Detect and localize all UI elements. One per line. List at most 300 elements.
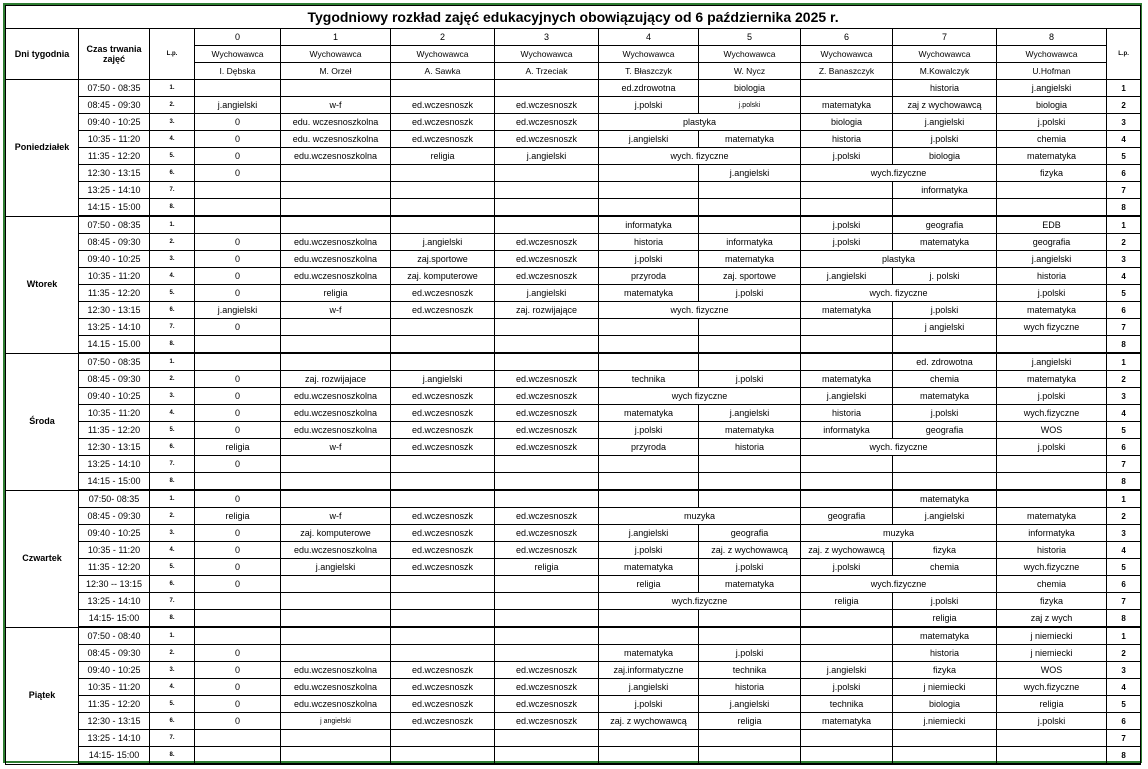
lesson-time: 08:45 - 09:30	[79, 97, 150, 114]
lesson-cell: informatyka	[893, 182, 997, 199]
lesson-time: 13:25 - 14:10	[79, 456, 150, 473]
lesson-cell: fizyka	[997, 165, 1107, 182]
lesson-cell: 0	[195, 576, 281, 593]
lesson-cell: ed.wczesnoszk	[495, 97, 599, 114]
table-row	[6, 114, 1141, 131]
lesson-cell: j.angielski	[599, 131, 699, 148]
lesson-cell: j.polski	[699, 559, 801, 576]
lesson-time: 12:30 - 13:15	[79, 302, 150, 319]
lesson-cell	[391, 80, 495, 97]
lesson-cell: religia	[195, 439, 281, 456]
lesson-number-right: 7	[1107, 456, 1141, 473]
lesson-number-right: 5	[1107, 285, 1141, 302]
lesson-cell	[699, 747, 801, 765]
lesson-cell	[699, 730, 801, 747]
lesson-cell: informatyka	[801, 422, 893, 439]
lesson-cell: historia	[699, 439, 801, 456]
lesson-time: 08:45 - 09:30	[79, 234, 150, 251]
lesson-number: 8.	[150, 336, 195, 354]
table-row	[6, 576, 1141, 593]
lesson-cell: matematyka	[801, 713, 893, 730]
lesson-number: 6.	[150, 713, 195, 730]
lesson-number: 4.	[150, 679, 195, 696]
table-row	[6, 319, 1141, 336]
lesson-cell	[495, 645, 599, 662]
lesson-cell: historia	[893, 645, 997, 662]
table-row	[6, 610, 1141, 628]
class-number-0: 0	[195, 29, 281, 46]
table-row	[6, 542, 1141, 559]
table-row	[6, 353, 1141, 371]
lesson-time: 10:35 - 11:20	[79, 679, 150, 696]
lesson-cell	[599, 182, 699, 199]
lesson-cell: historia	[599, 234, 699, 251]
lesson-cell	[495, 336, 599, 354]
lesson-cell: j.polski	[997, 285, 1107, 302]
lesson-cell: informatyka	[699, 234, 801, 251]
lesson-cell	[195, 627, 281, 645]
lesson-cell: 0	[195, 405, 281, 422]
lesson-cell	[893, 730, 997, 747]
lesson-cell: matematyka	[997, 302, 1107, 319]
table-row	[6, 627, 1141, 645]
lesson-cell: wych fizyczne	[599, 388, 801, 405]
lesson-cell: technika	[699, 662, 801, 679]
lesson-time: 14:15 - 15:00	[79, 473, 150, 491]
lp-header: L.p.	[150, 29, 195, 80]
lesson-number: 8.	[150, 747, 195, 765]
lesson-cell	[495, 353, 599, 371]
lesson-number-right: 1	[1107, 627, 1141, 645]
lesson-cell	[495, 80, 599, 97]
lesson-cell	[801, 645, 893, 662]
lesson-cell: 0	[195, 422, 281, 439]
lesson-cell	[801, 473, 893, 491]
lesson-cell: ed.wczesnoszk	[495, 268, 599, 285]
table-row	[6, 371, 1141, 388]
table-row	[6, 165, 1141, 182]
lesson-number: 1.	[150, 490, 195, 508]
lesson-cell: w-f	[281, 302, 391, 319]
lesson-time: 07:50 - 08:40	[79, 627, 150, 645]
lesson-cell: zaj. rozwijajace	[281, 371, 391, 388]
lesson-cell: matematyka	[599, 405, 699, 422]
table-row	[6, 405, 1141, 422]
lesson-cell: wych.fizyczne	[801, 165, 997, 182]
lesson-number-right: 4	[1107, 131, 1141, 148]
lesson-time: 12:30 - 13:15	[79, 165, 150, 182]
lesson-cell	[281, 645, 391, 662]
lesson-time: 11:35 - 12:20	[79, 148, 150, 165]
lesson-number: 6.	[150, 576, 195, 593]
lesson-number-right: 5	[1107, 148, 1141, 165]
lesson-cell: 0	[195, 679, 281, 696]
lesson-cell: j. polski	[893, 268, 997, 285]
lesson-cell	[495, 610, 599, 628]
lesson-cell: muzyka	[801, 525, 997, 542]
lesson-number: 3.	[150, 251, 195, 268]
lesson-cell: fizyka	[893, 542, 997, 559]
table-row	[6, 679, 1141, 696]
lesson-number-right: 3	[1107, 251, 1141, 268]
lesson-cell: j.polski	[893, 405, 997, 422]
lesson-cell	[997, 182, 1107, 199]
lesson-cell: matematyka	[599, 645, 699, 662]
table-row	[6, 131, 1141, 148]
class-teacher-0: I. Dębska	[195, 63, 281, 80]
lesson-cell: j.angielski	[893, 508, 997, 525]
lesson-cell	[281, 490, 391, 508]
class-role-1: Wychowawca	[281, 46, 391, 63]
lesson-cell	[801, 490, 893, 508]
page-title: Tygodniowy rozkład zajęć edukacyjnych obowiązujący od 6 października 2025 r.	[6, 6, 1141, 29]
table-row	[6, 713, 1141, 730]
lesson-cell: historia	[801, 405, 893, 422]
lesson-cell: ed.wczesnoszk	[495, 422, 599, 439]
lesson-cell: edu.wczesnoszkolna	[281, 696, 391, 713]
lesson-cell: j.polski	[997, 114, 1107, 131]
table-row	[6, 388, 1141, 405]
lesson-cell	[195, 80, 281, 97]
lesson-cell: ed.wczesnoszk	[391, 662, 495, 679]
class-number-1: 1	[281, 29, 391, 46]
lesson-cell	[599, 627, 699, 645]
lesson-cell: historia	[997, 268, 1107, 285]
lesson-cell	[281, 576, 391, 593]
lesson-cell: 0	[195, 371, 281, 388]
lesson-cell: ed.wczesnoszk	[391, 542, 495, 559]
lesson-cell	[495, 216, 599, 234]
lesson-number-right: 8	[1107, 336, 1141, 354]
lesson-cell: fizyka	[893, 662, 997, 679]
table-row	[6, 645, 1141, 662]
lp-header-right: L.p.	[1107, 29, 1141, 80]
lesson-time: 12:30 - 13:15	[79, 439, 150, 456]
lesson-cell: j.angielski	[195, 97, 281, 114]
lesson-number-right: 1	[1107, 353, 1141, 371]
lesson-cell: 0	[195, 251, 281, 268]
lesson-cell	[699, 456, 801, 473]
lesson-cell: edu. wczesnoszkolna	[281, 131, 391, 148]
lesson-cell: biologia	[893, 148, 997, 165]
lesson-number: 1.	[150, 80, 195, 97]
lesson-cell	[801, 182, 893, 199]
lesson-cell: historia	[893, 80, 997, 97]
lesson-cell	[599, 336, 699, 354]
lesson-number: 7.	[150, 319, 195, 336]
lesson-cell	[599, 353, 699, 371]
lesson-cell	[801, 199, 893, 217]
lesson-cell: chemia	[893, 559, 997, 576]
lesson-cell: ed.wczesnoszk	[495, 131, 599, 148]
lesson-cell	[699, 610, 801, 628]
days-header: Dni tygodnia	[6, 29, 79, 80]
lesson-cell	[599, 730, 699, 747]
lesson-number-right: 8	[1107, 610, 1141, 628]
lesson-cell: ed.wczesnoszk	[495, 114, 599, 131]
lesson-cell: wych. fizyczne	[801, 439, 997, 456]
lesson-cell: ed.wczesnoszk	[495, 679, 599, 696]
lesson-cell: technika	[801, 696, 893, 713]
lesson-cell	[391, 473, 495, 491]
lesson-cell	[281, 610, 391, 628]
lesson-cell	[281, 80, 391, 97]
class-number-8: 8	[997, 29, 1107, 46]
lesson-number-right: 5	[1107, 696, 1141, 713]
table-row	[6, 336, 1141, 354]
lesson-cell: j.polski	[699, 97, 801, 114]
lesson-time: 13:25 - 14:10	[79, 593, 150, 610]
lesson-cell: 0	[195, 319, 281, 336]
lesson-cell	[391, 747, 495, 765]
lesson-cell	[195, 747, 281, 765]
lesson-cell: matematyka	[997, 508, 1107, 525]
day-name: Wtorek	[6, 216, 79, 353]
lesson-cell	[801, 353, 893, 371]
lesson-cell	[281, 216, 391, 234]
lesson-cell	[281, 319, 391, 336]
lesson-cell: j.angielski	[599, 679, 699, 696]
lesson-cell	[391, 490, 495, 508]
table-row	[6, 508, 1141, 525]
lesson-number: 2.	[150, 371, 195, 388]
lesson-cell	[699, 216, 801, 234]
lesson-time: 07:50 - 08:35	[79, 353, 150, 371]
lesson-cell: ed.wczesnoszk	[495, 525, 599, 542]
lesson-cell: ed.wczesnoszk	[495, 234, 599, 251]
lesson-time: 10:35 - 11:20	[79, 131, 150, 148]
lesson-number: 8.	[150, 473, 195, 491]
lesson-number: 6.	[150, 302, 195, 319]
lesson-cell	[281, 730, 391, 747]
lesson-cell: ed.wczesnoszk	[391, 302, 495, 319]
lesson-cell: j niemiecki	[893, 679, 997, 696]
lesson-cell: WOS	[997, 662, 1107, 679]
table-row	[6, 456, 1141, 473]
lesson-cell	[281, 593, 391, 610]
lesson-cell	[391, 627, 495, 645]
lesson-cell	[391, 165, 495, 182]
table-row	[6, 559, 1141, 576]
lesson-cell: matematyka	[599, 285, 699, 302]
table-row	[6, 268, 1141, 285]
lesson-cell: informatyka	[599, 216, 699, 234]
table-row	[6, 199, 1141, 217]
lesson-cell	[599, 199, 699, 217]
lesson-cell: zaj. komputerowe	[391, 268, 495, 285]
lesson-number-right: 5	[1107, 422, 1141, 439]
lesson-number-right: 2	[1107, 97, 1141, 114]
lesson-number-right: 7	[1107, 182, 1141, 199]
lesson-cell: 0	[195, 148, 281, 165]
lesson-cell: ed.wczesnoszk	[391, 525, 495, 542]
lesson-cell: 0	[195, 662, 281, 679]
lesson-cell: matematyka	[699, 576, 801, 593]
lesson-cell: geografia	[997, 234, 1107, 251]
lesson-cell: edu.wczesnoszkolna	[281, 422, 391, 439]
lesson-cell	[495, 456, 599, 473]
lesson-cell: j niemiecki	[997, 627, 1107, 645]
lesson-time: 13:25 - 14:10	[79, 319, 150, 336]
lesson-number: 5.	[150, 285, 195, 302]
lesson-time: 14:15- 15:00	[79, 610, 150, 628]
lesson-cell: zaj. z wychowawcą	[599, 713, 699, 730]
lesson-number: 4.	[150, 405, 195, 422]
lesson-cell	[281, 165, 391, 182]
lesson-cell	[281, 336, 391, 354]
lesson-cell	[599, 490, 699, 508]
lesson-time: 10:35 - 11:20	[79, 542, 150, 559]
lesson-cell: j.polski	[801, 679, 893, 696]
lesson-cell: matematyka	[801, 97, 893, 114]
lesson-cell	[391, 216, 495, 234]
lesson-number: 6.	[150, 439, 195, 456]
lesson-cell: w-f	[281, 97, 391, 114]
lesson-time: 12:30 -- 13:15	[79, 576, 150, 593]
table-row	[6, 662, 1141, 679]
lesson-time: 10:35 - 11:20	[79, 268, 150, 285]
lesson-cell	[801, 747, 893, 765]
lesson-number-right: 1	[1107, 80, 1141, 97]
lesson-cell: j.niemiecki	[893, 713, 997, 730]
lesson-cell: wych.fizyczne	[997, 679, 1107, 696]
lesson-cell: matematyka	[893, 627, 997, 645]
lesson-cell: wych. fizyczne	[801, 285, 997, 302]
lesson-cell: j angielski	[281, 713, 391, 730]
lesson-cell: w-f	[281, 508, 391, 525]
lesson-cell	[281, 353, 391, 371]
lesson-cell	[893, 473, 997, 491]
lesson-number: 1.	[150, 216, 195, 234]
lesson-time: 13:25 - 14:10	[79, 730, 150, 747]
lesson-cell	[599, 319, 699, 336]
lesson-cell	[495, 490, 599, 508]
lesson-cell: w-f	[281, 439, 391, 456]
timetable	[5, 5, 1141, 765]
lesson-cell: j.angielski	[997, 353, 1107, 371]
lesson-number: 7.	[150, 456, 195, 473]
lesson-cell	[801, 336, 893, 354]
lesson-number-right: 1	[1107, 216, 1141, 234]
lesson-cell: j.angielski	[495, 285, 599, 302]
lesson-number: 6.	[150, 165, 195, 182]
lesson-cell: edu. wczesnoszkolna	[281, 114, 391, 131]
lesson-cell: ed.zdrowotna	[599, 80, 699, 97]
table-row	[6, 182, 1141, 199]
lesson-cell: zaj. komputerowe	[281, 525, 391, 542]
lesson-cell: j.polski	[997, 388, 1107, 405]
lesson-time: 14:15- 15:00	[79, 747, 150, 765]
class-teacher-4: T. Błaszczyk	[599, 63, 699, 80]
lesson-cell: chemia	[997, 576, 1107, 593]
lesson-time: 07:50- 08:35	[79, 490, 150, 508]
class-role-4: Wychowawca	[599, 46, 699, 63]
lesson-cell: j.angielski	[893, 114, 997, 131]
lesson-time: 09:40 - 10:25	[79, 114, 150, 131]
lesson-cell	[801, 456, 893, 473]
lesson-cell: WOS	[997, 422, 1107, 439]
lesson-cell	[599, 456, 699, 473]
lesson-number-right: 7	[1107, 319, 1141, 336]
lesson-time: 11:35 - 12:20	[79, 696, 150, 713]
lesson-cell: j.polski	[599, 542, 699, 559]
lesson-cell: j.angielski	[495, 148, 599, 165]
lesson-cell: 0	[195, 490, 281, 508]
lesson-cell: zaj.sportowe	[391, 251, 495, 268]
lesson-cell: religia	[391, 148, 495, 165]
lesson-number: 5.	[150, 696, 195, 713]
class-role-2: Wychowawca	[391, 46, 495, 63]
lesson-cell	[495, 576, 599, 593]
lesson-time: 08:45 - 09:30	[79, 645, 150, 662]
lesson-cell	[195, 353, 281, 371]
lesson-cell: j.polski	[801, 148, 893, 165]
table-row	[6, 216, 1141, 234]
lesson-cell: historia	[801, 131, 893, 148]
class-number-2: 2	[391, 29, 495, 46]
lesson-cell: j.polski	[893, 302, 997, 319]
lesson-cell: ed.wczesnoszk	[391, 285, 495, 302]
class-number-3: 3	[495, 29, 599, 46]
lesson-cell	[893, 199, 997, 217]
lesson-number: 7.	[150, 730, 195, 747]
lesson-cell: ed.wczesnoszk	[391, 559, 495, 576]
lesson-time: 09:40 - 10:25	[79, 388, 150, 405]
lesson-cell: j angielski	[893, 319, 997, 336]
table-row	[6, 490, 1141, 508]
lesson-cell	[699, 353, 801, 371]
lesson-cell: j.polski	[699, 371, 801, 388]
lesson-cell: fizyka	[997, 593, 1107, 610]
lesson-cell: religia	[195, 508, 281, 525]
lesson-cell: ed.wczesnoszk	[495, 371, 599, 388]
lesson-cell: przyroda	[599, 439, 699, 456]
lesson-cell: przyroda	[599, 268, 699, 285]
lesson-cell: ed.wczesnoszk	[391, 439, 495, 456]
lesson-cell	[195, 610, 281, 628]
table-row	[6, 525, 1141, 542]
lesson-cell: j.angielski	[801, 268, 893, 285]
lesson-cell: religia	[801, 593, 893, 610]
lesson-cell: biologia	[997, 97, 1107, 114]
lesson-cell	[893, 456, 997, 473]
day-name: Poniedziałek	[6, 80, 79, 217]
lesson-cell: ed.wczesnoszk	[495, 405, 599, 422]
lesson-number-right: 8	[1107, 473, 1141, 491]
lesson-cell	[801, 610, 893, 628]
lesson-cell: j.polski	[699, 645, 801, 662]
timetable-frame	[3, 3, 1142, 763]
lesson-cell: chemia	[893, 371, 997, 388]
lesson-number-right: 7	[1107, 593, 1141, 610]
lesson-cell	[281, 747, 391, 765]
lesson-number-right: 5	[1107, 559, 1141, 576]
lesson-cell: zaj z wych	[997, 610, 1107, 628]
lesson-cell: j.polski	[599, 251, 699, 268]
lesson-cell	[195, 216, 281, 234]
lesson-cell: j.angielski	[281, 559, 391, 576]
lesson-cell: 0	[195, 285, 281, 302]
lesson-number-right: 3	[1107, 114, 1141, 131]
table-row	[6, 747, 1141, 765]
lesson-cell: ed.wczesnoszk	[391, 679, 495, 696]
lesson-cell: ed.wczesnoszk	[495, 542, 599, 559]
lesson-time: 07:50 - 08:35	[79, 80, 150, 97]
lesson-number-right: 6	[1107, 302, 1141, 319]
lesson-cell: matematyka	[893, 388, 997, 405]
lesson-cell: ed.wczesnoszk	[391, 405, 495, 422]
lesson-cell	[281, 473, 391, 491]
